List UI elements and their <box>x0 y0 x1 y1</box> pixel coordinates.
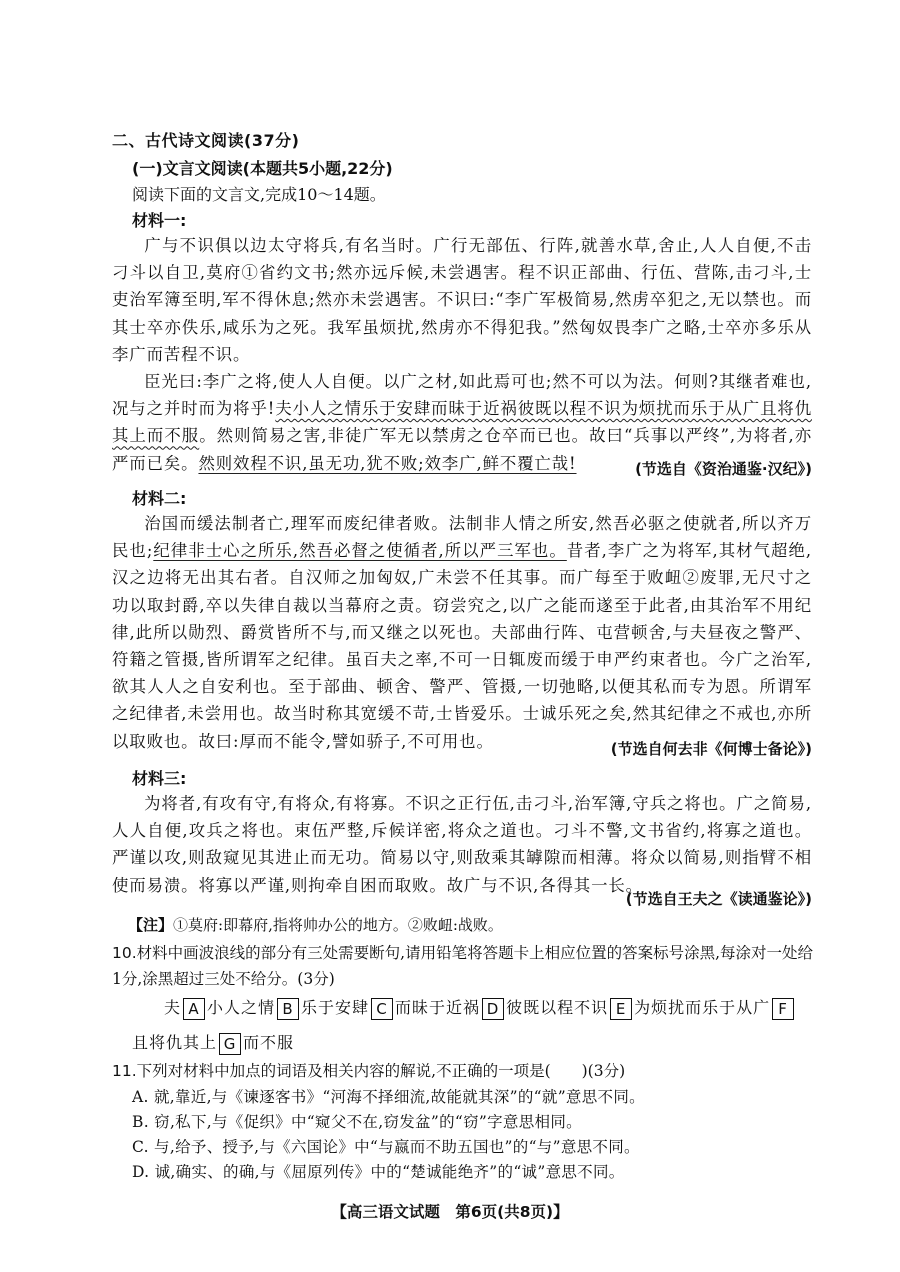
q10-marker-a[interactable]: A <box>183 998 205 1020</box>
q10-segment: 彼既以程不识 <box>506 998 609 1017</box>
material1-source: (节选自《资治通鉴·汉纪》) <box>635 460 812 478</box>
note-label: 【注】 <box>128 916 174 934</box>
material2-underlined: 纪律非士心之所乐,然吾必督之使循者,所以严三军也。 <box>153 541 567 561</box>
material1-paragraph1 <box>112 232 812 368</box>
q11-option-d[interactable]: D. 诚,确实、的确,与《屈原列传》中的“楚诚能绝齐”的“诚”意思不同。 <box>132 1163 625 1181</box>
q11-number: 11. <box>112 1062 137 1080</box>
material2-source: (节选自何去非《何博士备论》) <box>610 740 812 758</box>
wavy-underlined-passage: 夫小人之情乐于安肆而昧于近祸彼既以程不识为烦扰而乐于从广且将仇其上而不服 <box>112 399 812 446</box>
q10-marker-c[interactable]: C <box>371 998 393 1020</box>
material3-source: (节选自王夫之《读通鉴论》) <box>625 890 812 908</box>
q10-marker-g[interactable]: G <box>219 1033 241 1055</box>
material1-label: 材料一: <box>132 211 187 230</box>
q10-text: 材料中画波浪线的部分有三处需要断句,请用铅笔将答题卡上相应位置的答案标号涂黑,每涂对一处给1分,涂黑超过三处不给分。(3分) <box>112 944 814 988</box>
note-text: ①莫府:即幕府,指将帅办公的地方。②败衄:战败。 <box>173 916 503 934</box>
question-11 <box>112 1058 818 1084</box>
material2-text-a: 治国而缓法制者亡,理军而废纪律者败。法制非人情之所安,然吾必驱之使就者,所以齐万民也; <box>112 514 812 561</box>
material2-paragraph <box>112 510 812 755</box>
subsection-title: (一)文言文阅读(本题共5小题,22分) <box>132 159 393 178</box>
q11-option-a[interactable]: A. 就,靠近,与《谏逐客书》“河海不择细流,故能就其深”的“就”意思不同。 <box>132 1088 645 1106</box>
question-10 <box>112 940 818 992</box>
material2-text-b: 昔者,李广之为将军,其材气超绝,汉之边将无出其右者。自汉师之加匈奴,广未尝不任其事。而广每至于败衄②废罪,无尺寸之功以取封爵,卒以失律自裁以当幕府之责。窃尝究之,以广之能而遂至于此者,由其治军不用纪律,此所以勋烈、爵赏皆所不与,而又继之以死也。夫部曲行阵、屯营顿舍,与夫昼夜之警严、符籍之管摄,皆所谓军之纪律。虽百夫之率,不可一日辄废而缓于申严约束者也。今广之治军,欲其人人之自安利也。至于部曲、顿舍、警严、管摄,一切弛略,以便其私而专为恩。所谓军之纪律者,未尝用也。故当时称其宽缓不苛,士皆爱乐。士诚乐死之矣,然其纪律之不戒也,亦所以取败也。故曰:厚而不能令,譬如骄子,不可用也。 <box>112 541 812 751</box>
underlined-passage: 然则效程不识,虽无功,犹不败;效李广,鲜不覆亡哉! <box>198 453 577 473</box>
q11-option-b[interactable]: B. 窃,私下,与《促织》中“窥父不在,窃发盆”的“窃”字意思相同。 <box>132 1113 582 1131</box>
material2-label: 材料二: <box>132 489 187 508</box>
q10-sentence-line2 <box>132 1030 294 1055</box>
material1-p2-text-a: 臣光曰:李广之将,使人人自便。以广之材,如此焉可也;然不可以为法。何则?其继者难也,况与之并时而为将乎! <box>112 372 812 419</box>
q10-segment: 乐于安肆 <box>301 998 370 1017</box>
material1-p2-text-b: 。然则简易之害,非徒广军无以禁虏之仓卒而已也。故曰“兵事以严终”,为将者,亦严而已矣。 <box>112 426 813 473</box>
annotation-note <box>128 914 503 935</box>
material1-p1-text: 广与不识俱以边太守将兵,有名当时。广行无部伍、行阵,就善水草,舍止,人人自便,不击刁斗以自卫,莫府①省约文书;然亦远斥候,未尝遇害。程不识正部曲、行伍、营陈,击刁斗,士吏治军簿至明,军不得休息;然亦未尝遇害。不识曰:“李广军极简易,然虏卒犯之,无以禁也。而其士卒亦佚乐,咸乐为之死。我军虽烦扰,然虏亦不得犯我。”然匈奴畏李广之略,士卒亦多乐从李广而苦程不识。 <box>112 236 812 364</box>
q11-option-c[interactable]: C. 与,给予、授予,与《六国论》中“与嬴而不助五国也”的“与”意思不同。 <box>132 1138 640 1156</box>
q10-segment: 为烦扰而乐于从广 <box>634 998 771 1017</box>
q10-segment: 而不服 <box>243 1033 295 1052</box>
q11-text: 下列对材料中加点的词语及相关内容的解说,不正确的一项是( )(3分) <box>136 1062 626 1080</box>
q10-segment: 而昧于近祸 <box>395 998 481 1017</box>
q10-marker-b[interactable]: B <box>277 998 299 1020</box>
reading-instruction: 阅读下面的文言文,完成10～14题。 <box>132 185 386 204</box>
q10-marker-e[interactable]: E <box>610 998 632 1020</box>
q10-segment: 夫 <box>164 998 182 1017</box>
q10-number: 10. <box>112 944 137 962</box>
q10-marker-d[interactable]: D <box>482 998 504 1020</box>
material3-paragraph <box>112 790 812 899</box>
material3-text: 为将者,有攻有守,有将众,有将寡。不识之正行伍,击刁斗,治军簿,守兵之将也。广之简易,人人自便,攻兵之将也。束伍严整,斥候详密,将众之道也。刁斗不警,文书省约,将寡之道也。严谨以攻,则敌窥见其进止而无功。简易以守,则敌乘其罅隙而相薄。将众以简易,则指臂不相使而易溃。将寡以严谨,则拘牵自困而取败。故广与不识,各得其一长。 <box>112 794 812 895</box>
q10-sentence-line1 <box>164 993 814 1023</box>
material3-label: 材料三: <box>132 769 187 788</box>
section-title: 二、古代诗文阅读(37分) <box>112 131 300 150</box>
q10-marker-f[interactable]: F <box>772 998 794 1020</box>
q10-segment: 小人之情 <box>207 998 276 1017</box>
q10-segment: 且将仇其上 <box>132 1033 218 1052</box>
page-footer: 【高三语文试题 第6页(共8页)】 <box>331 1203 569 1221</box>
